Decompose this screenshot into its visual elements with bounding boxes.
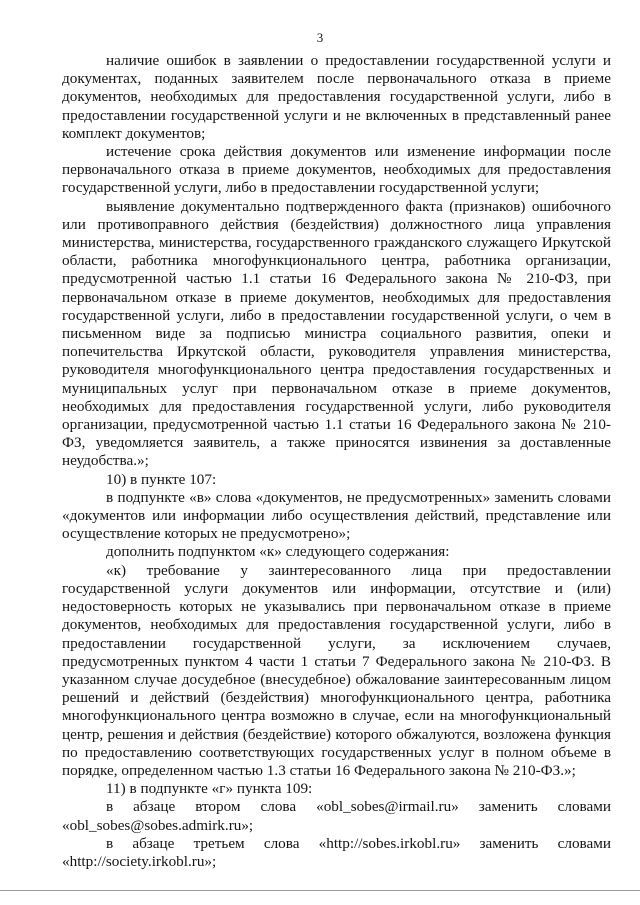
paragraph-url-replacement: в абзаце третьем слова «http://sobes.irkobl.ru» заменить словами «http://society.irkobl.ru»; bbox=[62, 834, 611, 870]
paragraph-item-11: 11) в подпункте «г» пункта 109: bbox=[106, 780, 313, 798]
bottom-divider bbox=[0, 890, 640, 891]
paragraph-errors-in-application: наличие ошибок в заявлении о предоставлении государственной услуги и документах, поданных заявителем после первоначального отказа в приеме документов, необходимых для предоставления государственной услуги, либо в предоставлении государственной услуги и не включенных в представленный ранее комплект документов; bbox=[62, 52, 611, 142]
paragraph-email-replacement: в абзаце втором слова «obl_sobes@irmail.ru» заменить словами «obl_sobes@sobes.admirk.ru»; bbox=[62, 798, 611, 834]
document-body bbox=[62, 52, 611, 871]
paragraph-erroneous-actions: выявление документально подтвержденного факта (признаков) ошибочного или противоправного действия (бездействия) должностного лица управления министерства, министерства, государственного гражданского служащего Иркутской области, работника многофункционального центра, работника организации, предусмотренной частью 1.1 статьи 16 Федерального закона № 210-ФЗ, при первоначальном отказе в приеме документов, необходимых для предоставления государственной услуги, либо в предоставлении государственной услуги, о чем в письменном виде за подписью министра социального развития, опеки и попечительства Иркутской области, руководителя управления министерства, руководителя многофункционального центра предоставления государственных и муниципальных услуг при первоначальном отказе в приеме документов, необходимых для предоставления государственной услуги, либо руководителя организации, предусмотренной частью 1.1 статьи 16 Федерального закона № 210-ФЗ, уведомляется заявитель, а также приносятся извинения за доставленные неудобства.»; bbox=[62, 197, 611, 470]
paragraph-add-subitem-k: дополнить подпунктом «к» следующего содержания: bbox=[106, 543, 450, 561]
paragraph-item-10: 10) в пункте 107: bbox=[106, 470, 217, 488]
page-number: 3 bbox=[316, 30, 324, 45]
paragraph-expiry-of-documents: истечение срока действия документов или изменение информации после первоначального отказа в приеме документов, необходимых для предоставления государственной услуги, либо в предоставлении государственной услуги; bbox=[62, 143, 611, 197]
paragraph-subitem-k-text: «к) требование у заинтересованного лица при предоставлении государственной услуги документов или информации, отсутствие и (или) недостоверность которых не указывались при первоначальном отказе в приеме документов, необходимых для предоставления государственной услуги, либо в предоставлении государственной услуги, за исключением случаев, предусмотренных пунктом 4 части 1 статьи 7 Федерального закона № 210-ФЗ. В указанном случае досудебное (внесудебное) обжалование заинтересованным лицом решений и действий (бездействия) многофункционального центра, работника многофункционального центра возможно в случае, если на многофункциональный центр, решения и действия (бездействие) которого обжалуются, возложена функция по предоставлению соответствующих государственных услуг в полном объеме в порядке, определенном частью 1.3 статьи 16 Федерального закона № 210-ФЗ.»; bbox=[62, 561, 611, 779]
paragraph-subitem-v-replacement: в подпункте «в» слова «документов, не предусмотренных» заменить словами «документов или информации либо осуществления действий, представление или осуществление которых не предусмотрено»; bbox=[62, 488, 611, 543]
